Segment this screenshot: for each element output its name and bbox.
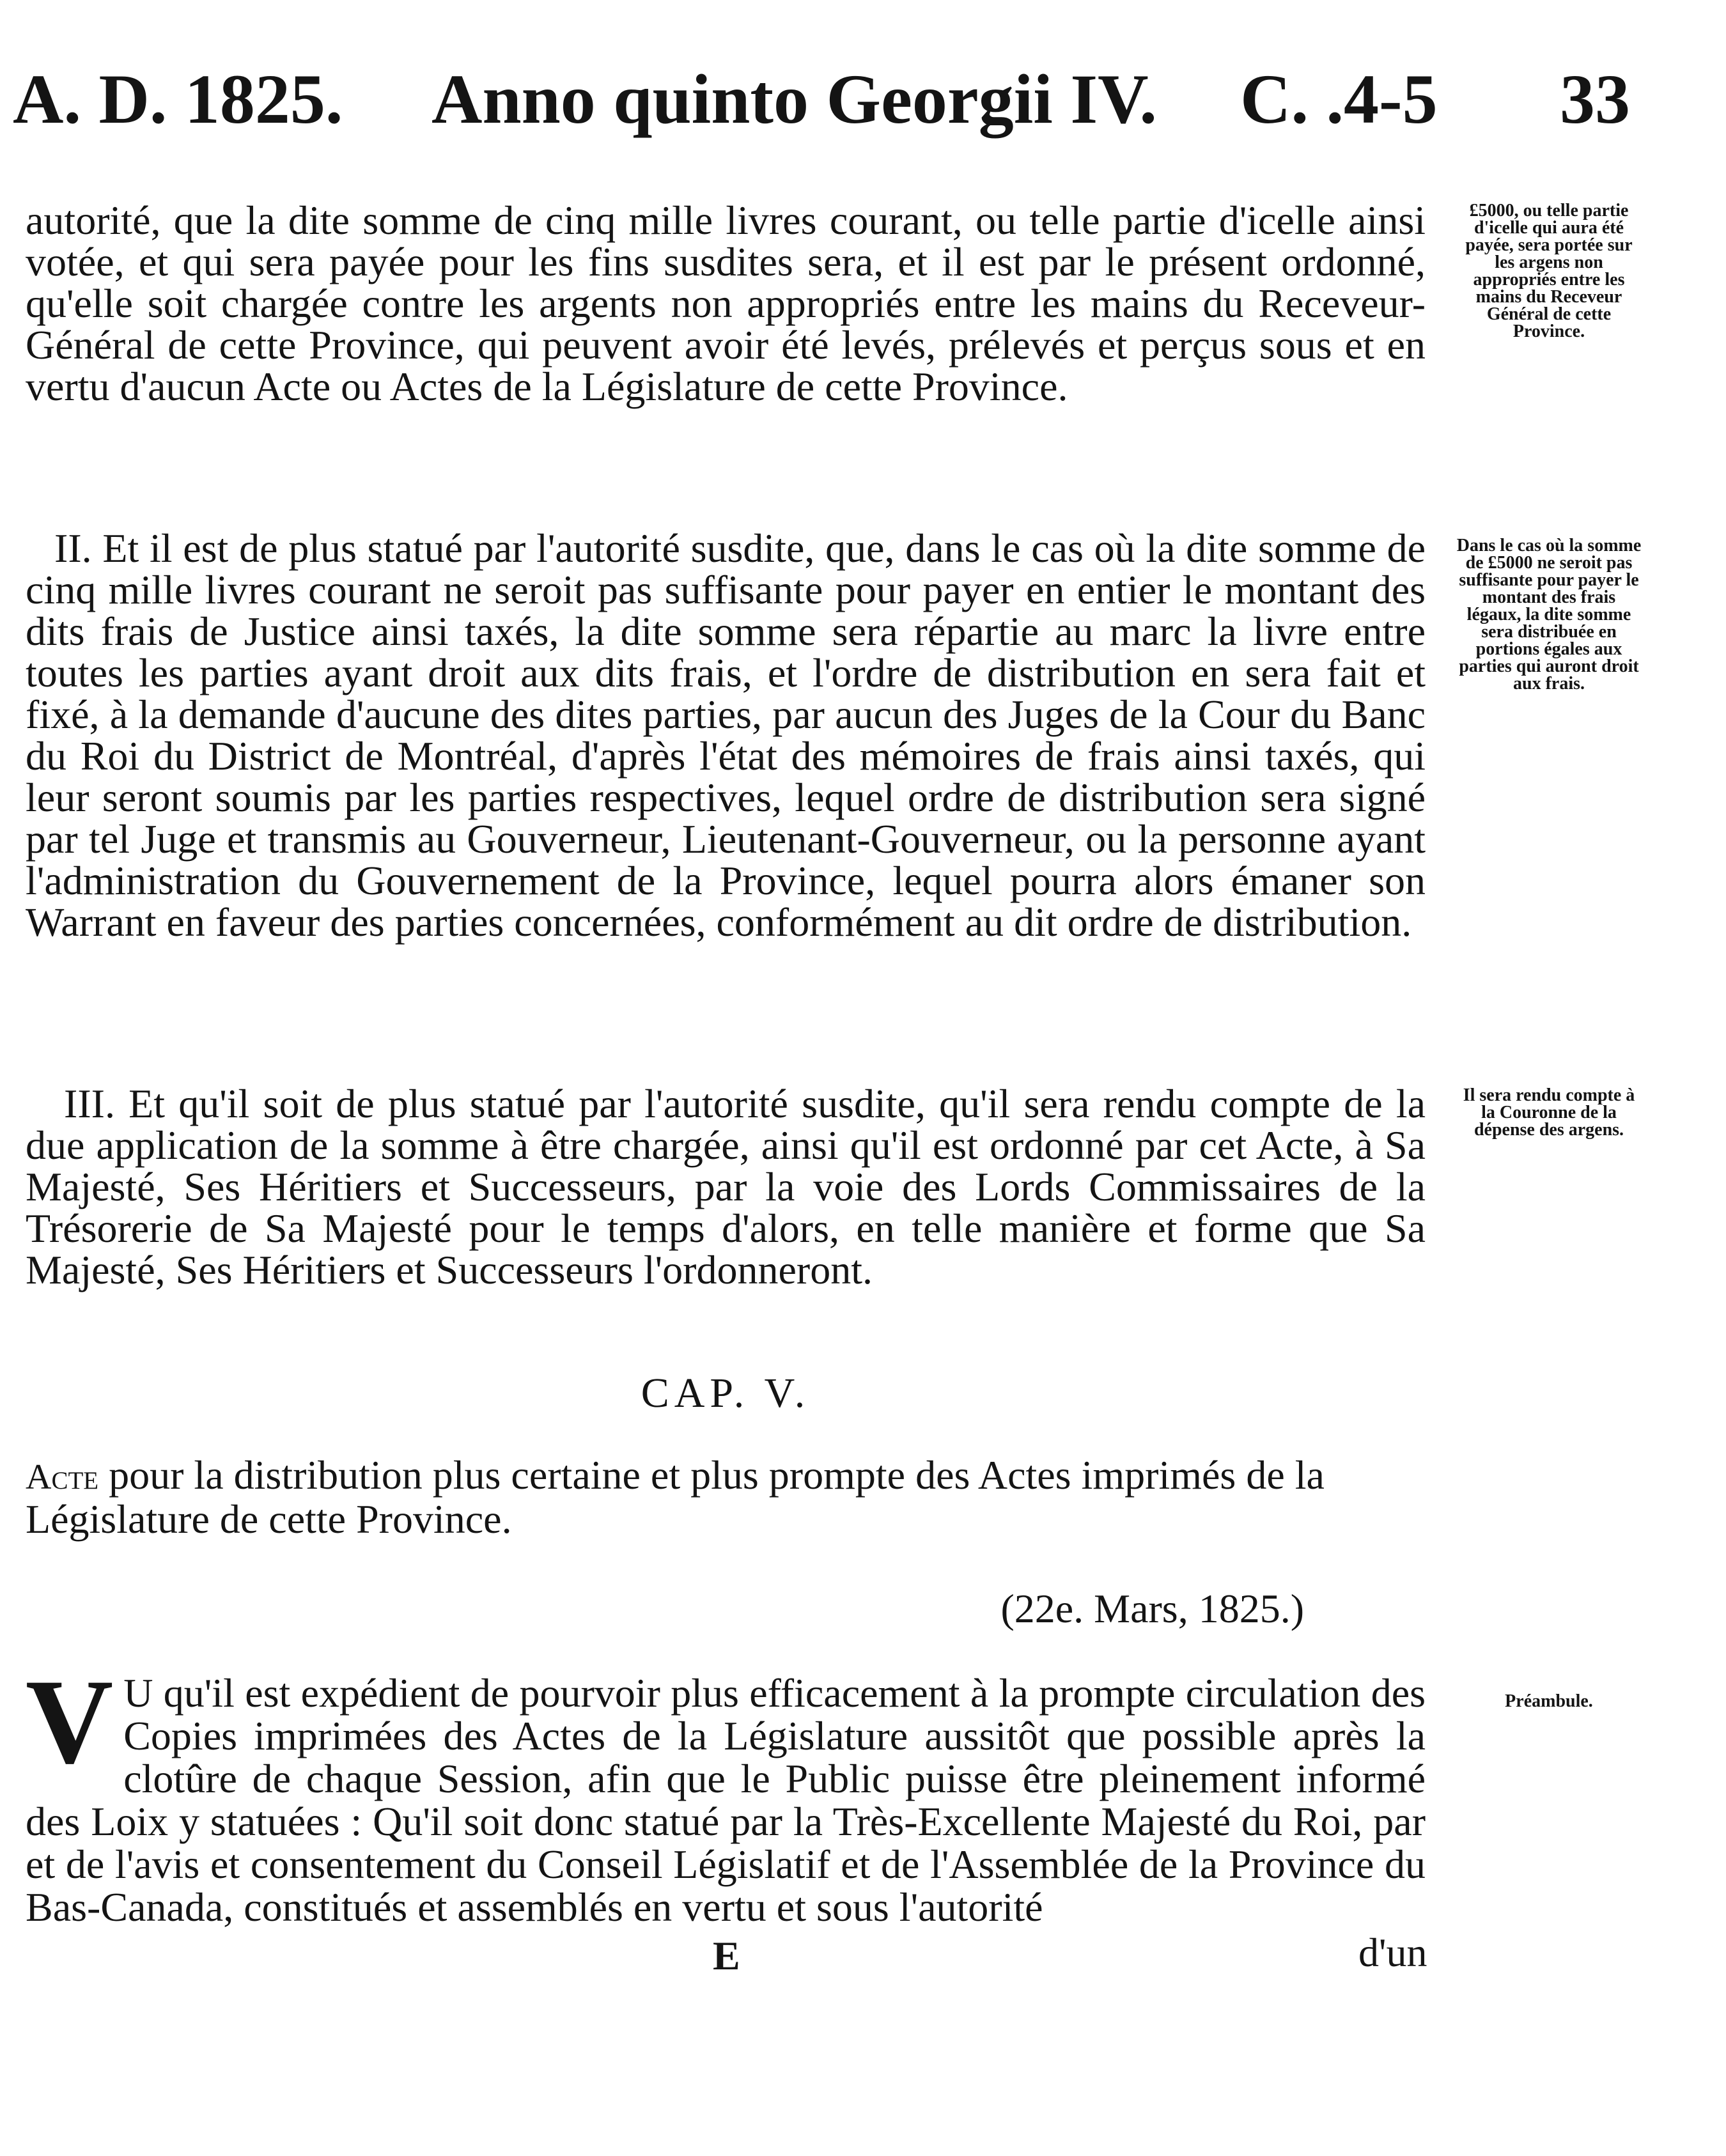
section-paragraph-1: autorité, que la dite somme de cinq mille livres courant, ou telle partie d'icelle ainsi votée, et qui sera payée pour les fins susdites sera, et il est par le présent ordonné, qu'elle soit chargée contre les argents non appropriés entre les mains du Receveur-Général de cette Province, qui peuvent avoir été levés, prélevés et perçus sous et en vertu d'aucun Acte ou Actes de la Législature de cette Province.: [26, 198, 1426, 409]
preamble-paragraph: [26, 1655, 1426, 1930]
margin-note-3: Il sera rendu compte à la Couronne de la dépense des argens.: [1463, 1085, 1635, 1140]
act-title-rest: pour la distribution plus certaine et plus prompte des Actes imprimés de la Législature de cette Province.: [26, 1452, 1325, 1542]
header-title: Anno quinto Georgii IV.: [432, 60, 1157, 138]
header-chapter: C. .4-5: [1240, 60, 1438, 138]
act-date: (22e. Mars, 1825.): [1000, 1586, 1304, 1631]
section-paragraph-2: II. Et il est de plus statué par l'autorité susdite, que, dans le cas où la dite somme de cinq mille livres courant ne seroit pas suffisante pour payer en entier le montant des dits frais de Justice ainsi taxés, la dite somme sera répartie au marc la livre entre toutes les parties ayant droit aux dits frais, et l'ordre de distribution en sera fait et fixé, à la demande d'aucune des dites parties, par aucun des Juges de la Cour du Banc du Roi du District de Montréal, d'après l'état des mémoires de frais ainsi taxés, qui leur seront soumis par les parties respectives, lequel ordre de distribution sera signé par tel Juge et transmis au Gouverneur, Lieutenant-Gouverneur, ou la personne ayant l'administration du Gouvernement de la Province, lequel pourra alors émaner son Warrant en faveur des parties concernées, conformément au dit ordre de distribution.: [26, 525, 1426, 945]
header-year: A. D. 1825.: [13, 60, 343, 138]
drop-cap: V: [26, 1655, 114, 1789]
catchword: d'un: [1358, 1930, 1427, 1975]
running-header: [13, 51, 1649, 147]
page-number: 33: [1560, 60, 1630, 138]
chapter-heading: CAP. V.: [641, 1370, 811, 1416]
section-paragraph-3: III. Et qu'il soit de plus statué par l'autorité susdite, qu'il sera rendu compte de la due application de la somme à être chargée, ainsi qu'il est ordonné par cet Acte, à Sa Majesté, Ses Héritiers et Successeurs, par la voie des Lords Commissaires de la Trésorerie de Sa Majesté pour le temps d'alors, en telle manière et forme que Sa Majesté, Ses Héritiers et Successeurs l'ordonneront.: [26, 1081, 1426, 1292]
margin-note-1: £5000, ou telle partie d'icelle qui aura été payée, sera portée sur les argens non appropriés entre les mains du Receveur Général de cette Province.: [1465, 201, 1633, 341]
preamble-text: U qu'il est expédient de pourvoir plus efficacement à la prompte circulation des Copies imprimées des Actes de la Législature aussitôt que possible après la clotûre de chaque Session, afin que le Public puisse être pleinement informé des Loix y statuées : Qu'il soit donc statué par la Très-Excellente Majesté du Roi, par et de l'avis et consentement du Conseil Législatif et de l'Assemblée de la Province du Bas-Canada, constitués et assemblés en vertu et sous l'autorité: [26, 1670, 1426, 1930]
act-title: [26, 1454, 1426, 1540]
margin-note-preamble: Préambule.: [1505, 1691, 1593, 1711]
margin-note-2: Dans le cas où la somme de £5000 ne seroit pas suffisante pour payer le montant des frais légaux, la dite somme sera distribuée en portions égales aux parties qui auront droit aux frais.: [1456, 536, 1642, 694]
signature-mark: E: [713, 1933, 740, 1978]
act-title-lead: Acte: [26, 1457, 99, 1497]
